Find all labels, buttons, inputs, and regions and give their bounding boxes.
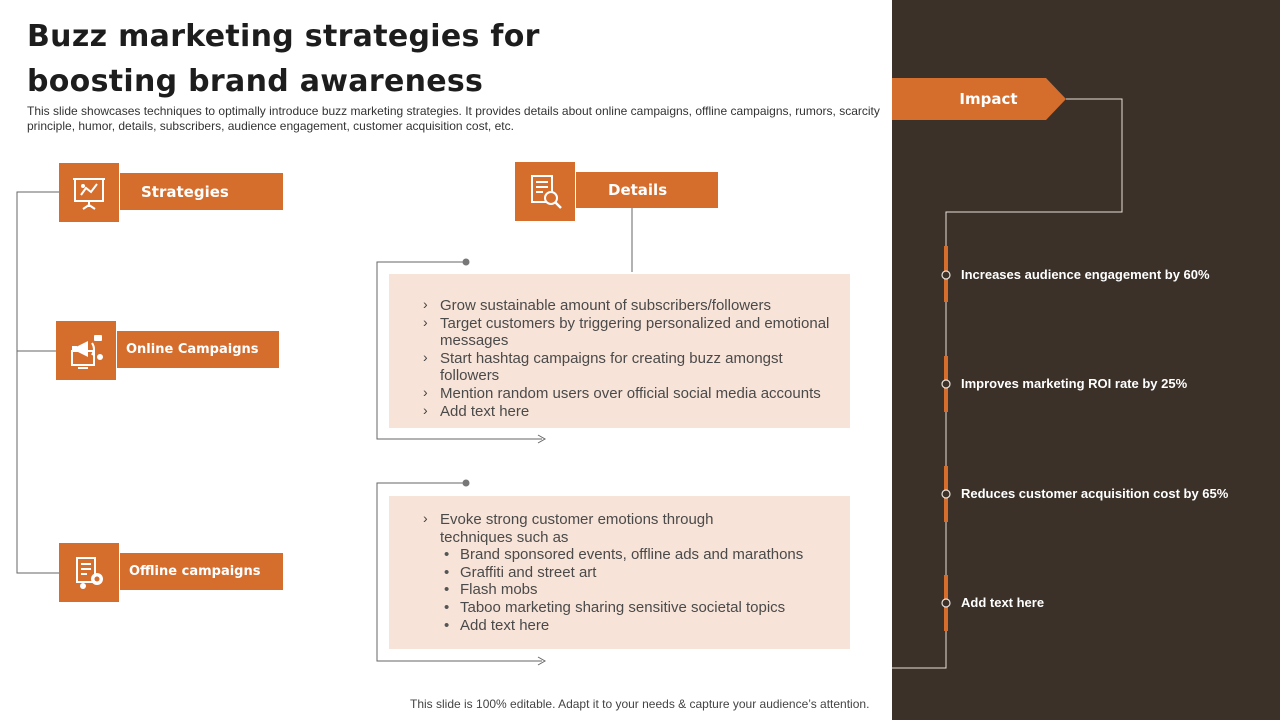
- list-item: • Graffiti and street art: [421, 564, 841, 582]
- impact-item: Improves marketing ROI rate by 25%: [961, 376, 1188, 391]
- strategies-label: Strategies: [120, 173, 283, 210]
- list-item: › Grow sustainable amount of subscribers/followers: [421, 297, 841, 315]
- offline-campaigns-icon-box: [59, 543, 119, 602]
- details-icon-box: [515, 162, 575, 221]
- megaphone-icon: [66, 331, 106, 371]
- online-campaigns-label: Online Campaigns: [117, 331, 279, 368]
- presentation-board-icon: [69, 173, 109, 213]
- document-search-icon: [525, 172, 565, 212]
- details-label: Details: [576, 172, 718, 208]
- impact-item: Increases audience engagement by 60%: [961, 267, 1210, 282]
- offline-details-list: [421, 511, 841, 634]
- page-subtitle: This slide showcases techniques to optimally introduce buzz marketing strategies. It provides details about online campaigns, offline campaigns, rumors, scarcity principle, humor, details, subscribers, audience engagement, customer acquisition cost, etc.: [27, 104, 880, 133]
- online-details-list: [421, 297, 841, 420]
- offline-campaigns-label: Offline campaigns: [120, 553, 283, 590]
- online-campaigns-icon-box: [56, 321, 116, 380]
- offline-details-box: [389, 496, 850, 649]
- list-item: • Taboo marketing sharing sensitive societal topics: [421, 599, 841, 617]
- page-title: Buzz marketing strategies for boosting brand awareness: [27, 19, 540, 99]
- footer-note: This slide is 100% editable. Adapt it to your needs & capture your audience’s attention.: [410, 697, 870, 711]
- list-item: • Add text here: [421, 617, 841, 635]
- impact-item: Add text here: [961, 595, 1045, 610]
- list-item: › Add text here: [421, 403, 841, 421]
- document-gear-icon: [69, 553, 109, 593]
- list-item: › Start hashtag campaigns for creating buzz amongst followers: [421, 350, 841, 385]
- list-item: › Mention random users over official social media accounts: [421, 385, 841, 403]
- impact-item: Reduces customer acquisition cost by 65%: [961, 486, 1229, 501]
- list-item: • Brand sponsored events, offline ads and marathons: [421, 546, 841, 564]
- list-item: › Evoke strong customer emotions through techniques such as: [421, 511, 785, 546]
- impact-label: Impact: [959, 90, 1018, 108]
- online-details-box: [389, 274, 850, 428]
- strategies-icon-box: [59, 163, 119, 222]
- list-item: › Target customers by triggering personalized and emotional messages: [421, 315, 841, 350]
- list-item: • Flash mobs: [421, 581, 841, 599]
